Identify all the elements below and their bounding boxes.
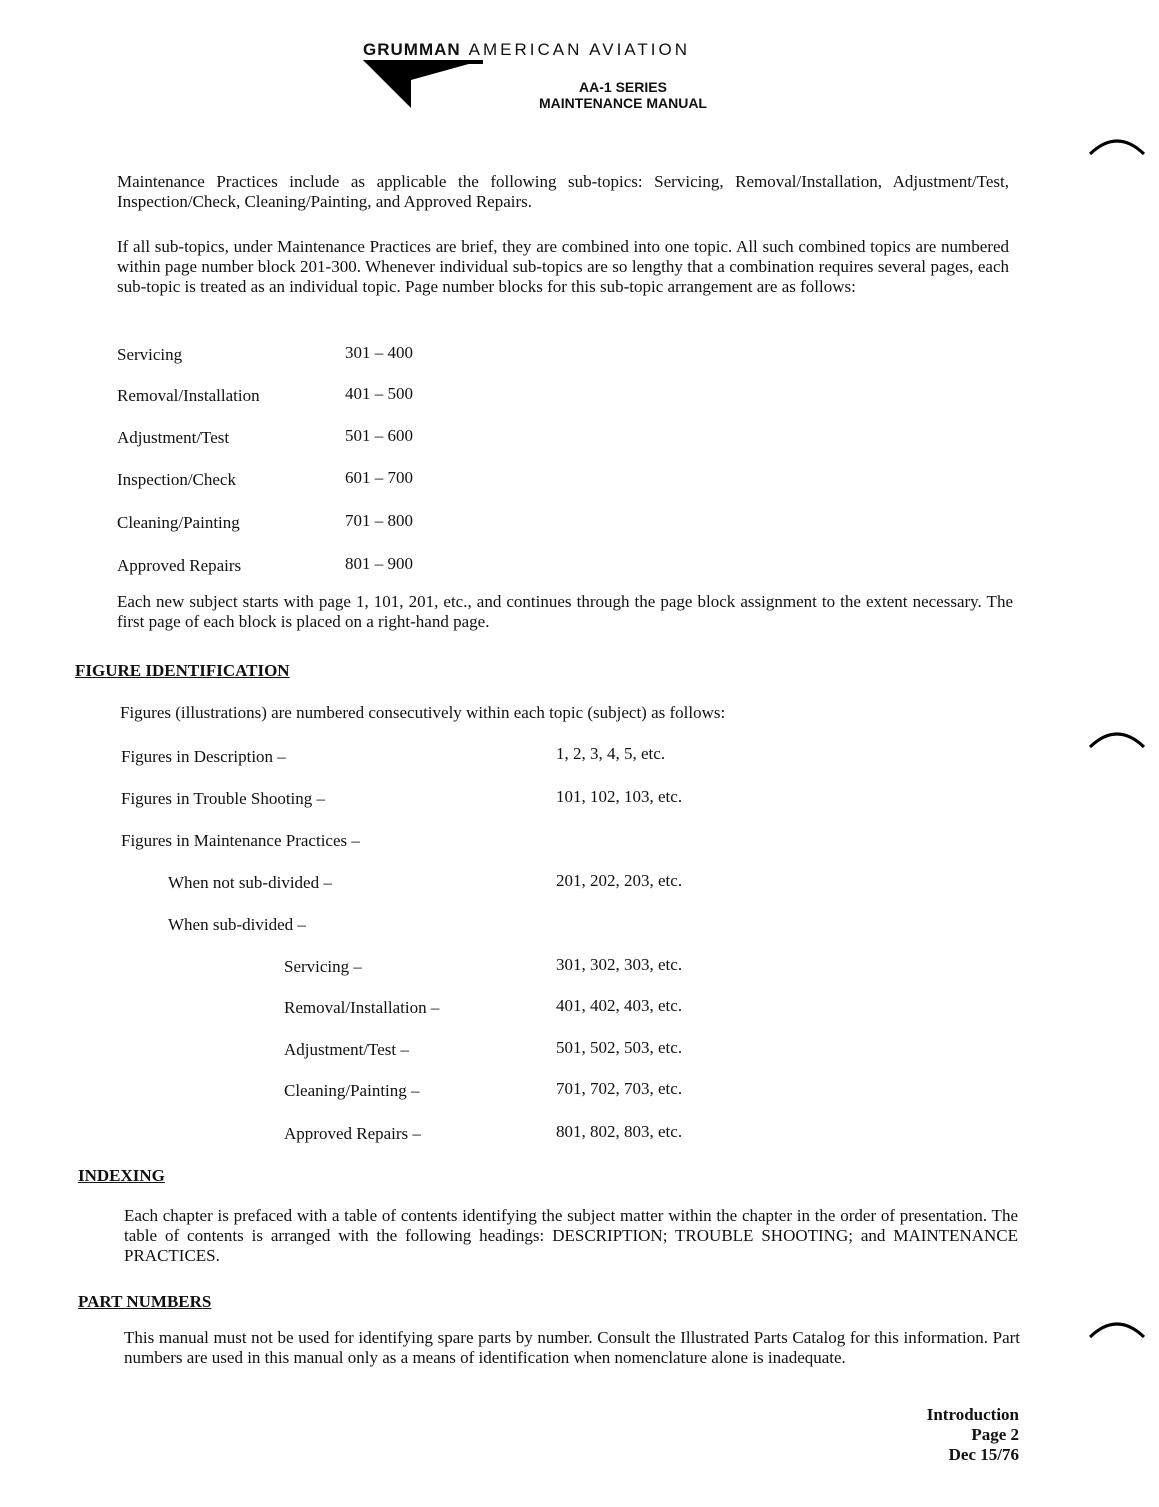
- intro-paragraph-1: Maintenance Practices include as applicable the following sub-topics: Servicing, Removal/Installation, Adjustment/Test, Inspection/Check, Cleaning/Painting, and Approved Repairs.: [117, 172, 1009, 211]
- figure-row-label: Cleaning/Painting –: [284, 1081, 420, 1100]
- logo-brand-grumman: GRUMMAN: [363, 40, 461, 59]
- figure-row-value: 101, 102, 103, etc.: [556, 787, 683, 806]
- block-range: 601 – 700: [345, 468, 413, 487]
- block-label: Adjustment/Test: [117, 428, 230, 447]
- intro-paragraph-3: Each new subject starts with page 1, 101, 201, etc., and continues through the page block assignment to the extent necessary. The first page of each block is placed on a right-hand page.: [117, 592, 1013, 631]
- figure-identification-heading: FIGURE IDENTIFICATION: [75, 661, 290, 680]
- block-label: Servicing: [117, 345, 183, 364]
- block-label: Approved Repairs: [117, 556, 242, 575]
- figure-row-value: 201, 202, 203, etc.: [556, 871, 683, 890]
- binder-hole-mark-icon: [1087, 130, 1147, 160]
- figure-row-label: Figures in Description –: [121, 747, 286, 766]
- figure-row-label: Servicing –: [284, 957, 362, 976]
- part-numbers-text: This manual must not be used for identifying spare parts by number. Consult the Illustrated Parts Catalog for this information. Part numbers are used in this manual only as a means of identification when nomenclature alone is inadequate.: [124, 1328, 1020, 1367]
- block-range: 701 – 800: [345, 511, 413, 530]
- part-numbers-heading: PART NUMBERS: [78, 1292, 212, 1311]
- logo-brand-american-aviation: AMERICAN AVIATION: [468, 40, 690, 59]
- manual-series: AA-1 SERIES: [579, 79, 667, 95]
- logo-wordmark: [363, 40, 690, 60]
- figure-row-label: Approved Repairs –: [284, 1124, 421, 1143]
- block-range: 401 – 500: [345, 384, 413, 403]
- figure-row-value: 501, 502, 503, etc.: [556, 1038, 683, 1057]
- figure-row-value: 401, 402, 403, etc.: [556, 996, 683, 1015]
- figure-row-label: Figures in Trouble Shooting –: [121, 789, 326, 808]
- figure-row-value: 801, 802, 803, etc.: [556, 1122, 683, 1141]
- block-range: 801 – 900: [345, 554, 413, 573]
- figure-row-label: Figures in Maintenance Practices –: [121, 831, 360, 850]
- indexing-heading: INDEXING: [78, 1166, 165, 1185]
- figure-row-label: When sub-divided –: [168, 915, 306, 934]
- figure-row-label: Adjustment/Test –: [284, 1040, 409, 1059]
- logo-arrow-icon: [363, 58, 503, 116]
- figure-row-value: 1, 2, 3, 4, 5, etc.: [556, 744, 666, 763]
- binder-hole-mark-icon: [1087, 723, 1147, 753]
- figure-row-label: When not sub-divided –: [168, 873, 332, 892]
- footer-page-number: Page 2: [971, 1425, 1019, 1444]
- page-footer: [927, 1405, 1019, 1465]
- block-range: 301 – 400: [345, 343, 413, 362]
- binder-hole-mark-icon: [1087, 1313, 1147, 1343]
- grumman-logo: [363, 40, 783, 120]
- block-label: Removal/Installation: [117, 386, 260, 405]
- figure-row-label: Removal/Installation –: [284, 998, 440, 1017]
- block-label: Inspection/Check: [117, 470, 236, 489]
- manual-type: MAINTENANCE MANUAL: [539, 95, 707, 111]
- figures-intro: Figures (illustrations) are numbered consecutively within each topic (subject) as follows:: [120, 703, 726, 722]
- indexing-text: Each chapter is prefaced with a table of contents identifying the subject matter within the chapter in the order of presentation. The table of contents is arranged with the following headings: DESCRIPTION; TROUBLE SHOOTING; and MAINTENANCE PRACTICES.: [124, 1206, 1018, 1265]
- intro-paragraph-2: If all sub-topics, under Maintenance Practices are brief, they are combined into one topic. All such combined topics are numbered within page number block 201-300. Whenever individual sub-topics are so lengthy that a combination requires several pages, each sub-topic is treated as an individual topic. Page number blocks for this sub-topic arrangement are as follows:: [117, 237, 1009, 296]
- block-range: 501 – 600: [345, 426, 413, 445]
- block-label: Cleaning/Painting: [117, 513, 240, 532]
- footer-date: Dec 15/76: [948, 1445, 1019, 1464]
- figure-row-value: 301, 302, 303, etc.: [556, 955, 683, 974]
- footer-section: Introduction: [926, 1405, 1019, 1424]
- figure-row-value: 701, 702, 703, etc.: [556, 1079, 683, 1098]
